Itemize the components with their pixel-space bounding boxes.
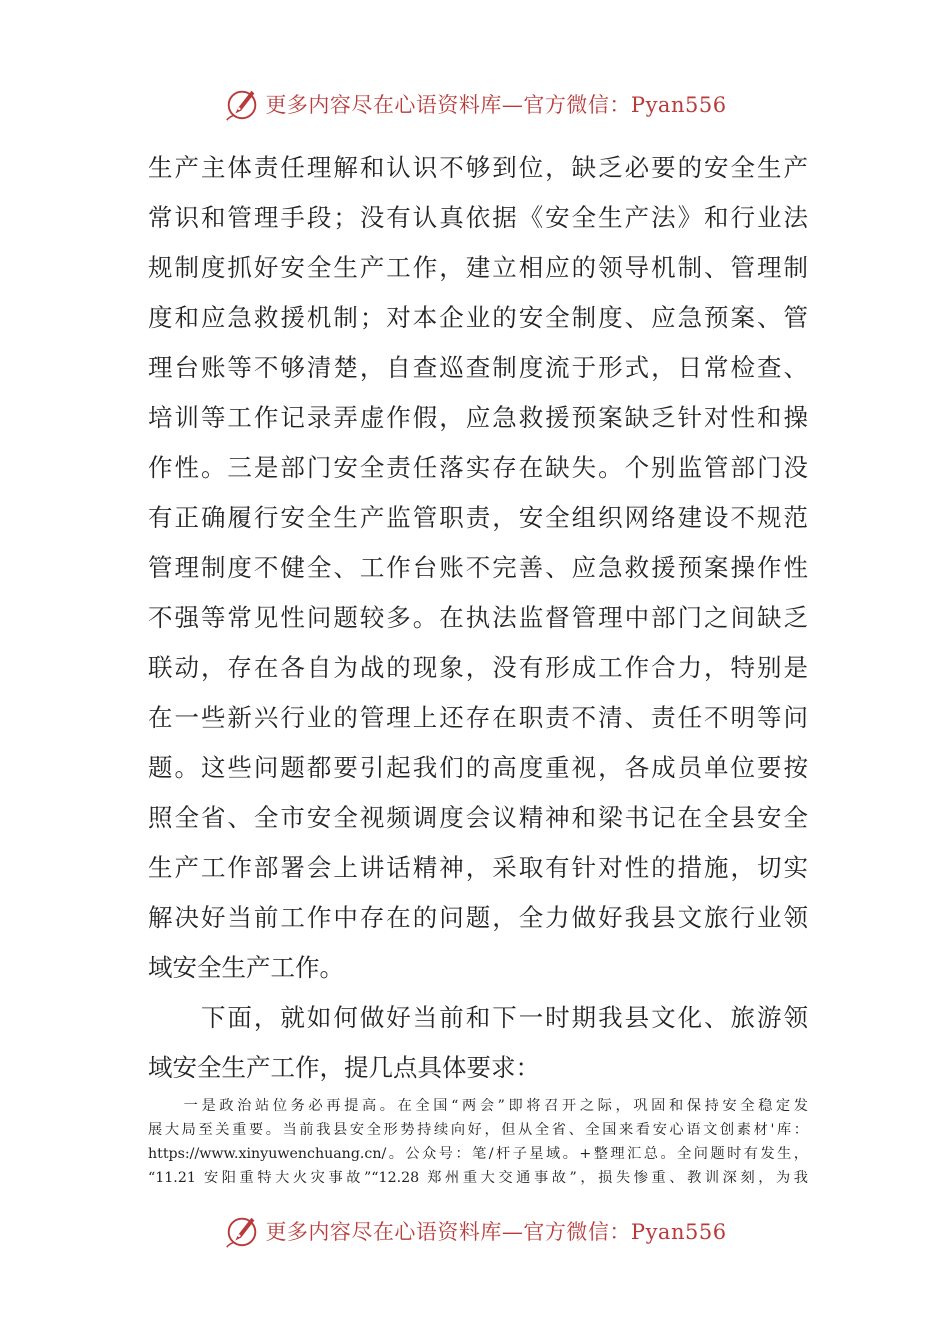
- text-line: 不强等常见性问题较多。在执法监督管理中部门之间缺乏: [148, 603, 808, 632]
- text-line: 题。这些问题都要引起我们的高度重视，各成员单位要按: [148, 753, 808, 782]
- text-line: 域安全生产工作。: [148, 953, 344, 982]
- small-text-line: 展大局至关重要。当前我县安全形势持续向好，但从全省、全国来看安心语文创素材'库：: [148, 1122, 808, 1138]
- intro-line: 下面，就如何做好当前和下一时期我县文化、旅游领: [148, 1003, 808, 1032]
- text-line: 理台账等不够清楚，自查巡查制度流于形式，日常检查、: [148, 353, 808, 382]
- footer-banner: [0, 1211, 950, 1251]
- pen-nib-icon: [223, 1212, 261, 1250]
- header-banner-text: 更多内容尽在心语资料库—官方微信：Pyan556: [265, 93, 727, 117]
- text-line: 作性。三是部门安全责任落实存在缺失。个别监管部门没: [148, 453, 808, 482]
- text-line: 照全省、全市安全视频调度会议精神和梁书记在全县安全: [148, 803, 808, 832]
- text-line: 生产主体责任理解和认识不够到位，缺乏必要的安全生产: [148, 153, 808, 182]
- text-line: 在一些新兴行业的管理上还存在职责不清、责任不明等问: [148, 703, 808, 732]
- small-text-line: 一是政治站位务必再提高。在全国“两会”即将召开之际，巩固和保持安全稳定发: [148, 1098, 808, 1114]
- text-line: 生产工作部署会上讲话精神，采取有针对性的措施，切实: [148, 853, 808, 882]
- text-line: 规制度抓好安全生产工作，建立相应的领导机制、管理制: [148, 253, 808, 282]
- intro-line: 域安全生产工作，提几点具体要求：: [148, 1053, 540, 1082]
- footer-banner-text: 更多内容尽在心语资料库—官方微信：Pyan556: [265, 1220, 727, 1244]
- text-line: 管理制度不健全、工作台账不完善、应急救援预案操作性: [148, 553, 808, 582]
- text-line: 常识和管理手段；没有认真依据《安全生产法》和行业法: [148, 203, 808, 232]
- header-banner: [0, 84, 950, 124]
- text-line: 有正确履行安全生产监管职责，安全组织网络建设不规范: [148, 503, 808, 532]
- small-text-line: https://www.xinyuwenchuang.cn/。公众号：笔/杆子星域。+整理汇总。全问题时有发生，: [148, 1146, 808, 1162]
- text-line: 培训等工作记录弄虚作假，应急救援预案缺乏针对性和操: [148, 403, 808, 432]
- pen-nib-icon: [223, 85, 261, 123]
- text-line: 联动，存在各自为战的现象，没有形成工作合力，特别是: [148, 653, 808, 682]
- text-line: 解决好当前工作中存在的问题，全力做好我县文旅行业领: [148, 903, 808, 932]
- small-text-line: “11.21 安阳重特大火灾事故”“12.28 郑州重大交通事故”，损失惨重、教训深刻，为我: [148, 1170, 808, 1186]
- text-line: 度和应急救援机制；对本企业的安全制度、应急预案、管: [148, 303, 808, 332]
